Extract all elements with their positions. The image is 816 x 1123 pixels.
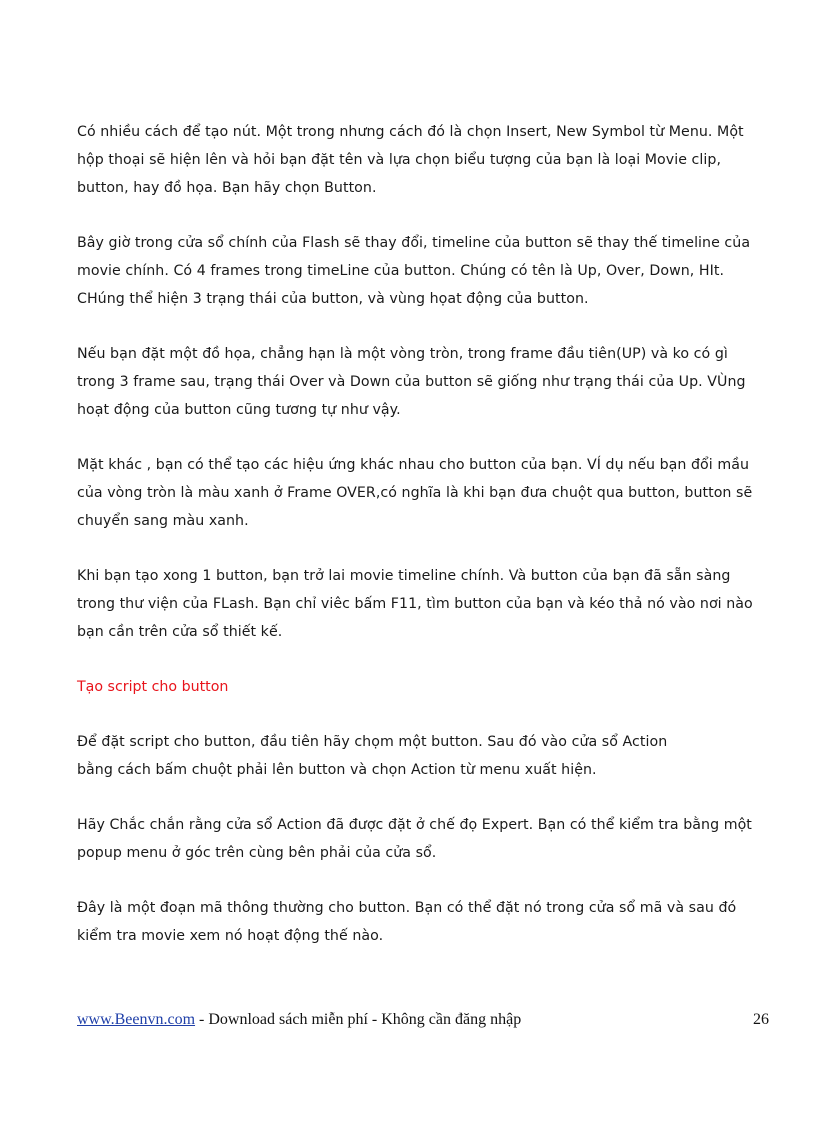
page-footer [77,1010,769,1030]
paragraph-4: Mặt khác , bạn có thể tạo các hiệu ứng khác nhau cho button của bạn. VÍ dụ nếu bạn đổi mầu của vòng tròn là màu xanh ở Frame OVER,có nghĩa là khi bạn đưa chuột qua button, button sẽ chuyển sang màu xanh. [77,457,753,529]
footer-tagline: Download sách miễn phí - Không cần đăng nhập [208,1011,522,1028]
section-heading: Tạo script cho button [77,679,229,695]
section-paragraph-1 [77,728,757,784]
page-content [77,118,757,977]
footer-link[interactable]: www.Beenvn.com [77,1011,196,1028]
footer-separator: - [195,1011,209,1028]
paragraph-2: Bây giờ trong cửa sổ chính của Flash sẽ thay đổi, timeline của button sẽ thay thế timeline của movie chính. Có 4 frames trong timeLine của button. Chúng có tên là Up, Over, Down, HIt. CHúng thể hiện 3 trạng thái của button, và vùng họat động của button. [77,235,751,307]
paragraph-1: Có nhiều cách để tạo nút. Một trong nhưng cách đó là chọn Insert, New Symbol từ Menu. Một hộp thoại sẽ hiện lên và hỏi bạn đặt tên và lựa chọn biểu tượng của bạn là loại Movie clip, button, hay đồ họa. Bạn hãy chọn Button. [77,124,744,196]
section-paragraph-1-line-2: bằng cách bấm chuột phải lên button và chọn Action từ menu xuất hiện. [77,762,597,778]
section-paragraph-2: Hãy Chắc chắn rằng cửa sổ Action đã được đặt ở chế đọ Expert. Bạn có thể kiểm tra bằng một popup menu ở góc trên cùng bên phải của cửa sổ. [77,817,752,861]
section-paragraph-3: Đây là một đoạn mã thông thường cho button. Bạn có thể đặt nó trong cửa sổ mã và sau đó kiểm tra movie xem nó hoạt động thế nào. [77,900,737,944]
paragraph-3: Nếu bạn đặt một đồ họa, chẳng hạn là một vòng tròn, trong frame đầu tiên(UP) và ko có gì trong 3 frame sau, trạng thái Over và Down của button sẽ giống như trạng thái của Up. VÙng hoạt động của button cũng tương tự như vậy. [77,346,746,418]
paragraph-5: Khi bạn tạo xong 1 button, bạn trở lai movie timeline chính. Và button của bạn đã sẵn sàng trong thư viện của FLash. Bạn chỉ viêc bấm F11, tìm button của bạn và kéo thả nó vào nơi nào bạn cần trên cửa sổ thiết kế. [77,568,753,640]
section-paragraph-1-line-1: Để đặt script cho button, đầu tiên hãy chọm một button. Sau đó vào cửa sổ Action [77,734,668,750]
page-number: 26 [753,1011,769,1028]
